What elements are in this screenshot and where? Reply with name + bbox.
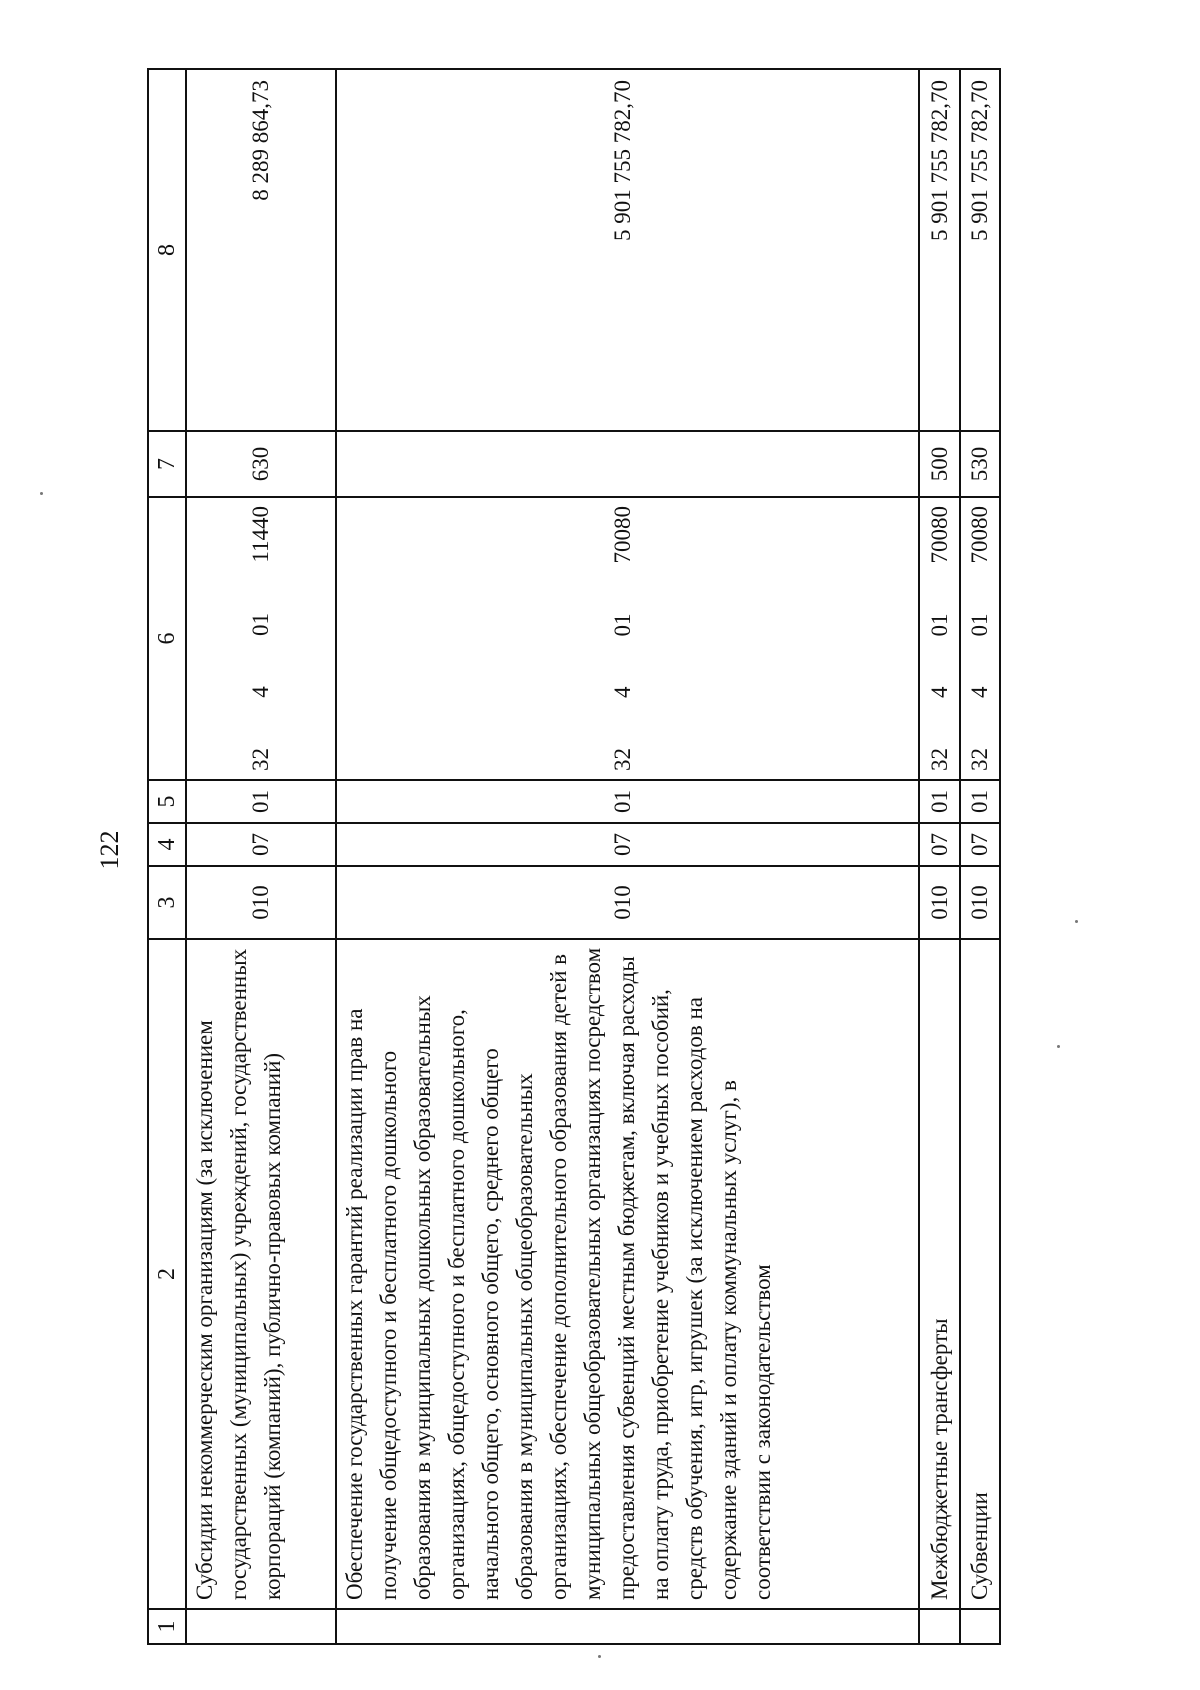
target-direction: 70080 [966,506,992,564]
table-row [960,69,1000,1644]
header-col-8: 8 [148,69,186,431]
target-program: 32 [609,748,635,771]
header-col-7: 7 [148,431,186,497]
amount-value: 5 901 755 782,70 [609,80,635,241]
header-col-6: 6 [148,497,186,780]
target-direction: 70080 [926,506,952,564]
scan-speck [1057,1045,1060,1048]
cell-code-3: 010 [960,866,1000,939]
cell-col1 [919,1609,959,1644]
cell-code-4 [336,823,919,866]
target-direction: 11440 [248,506,274,563]
target-type: 4 [926,686,952,698]
code-5-value: 01 [609,790,635,813]
table-row [336,69,919,1644]
rotated-budget-table [147,70,1001,1645]
target-type: 4 [966,686,992,698]
target-main: 01 [248,612,274,636]
cell-target-article [919,497,959,780]
cell-code-5: 01 [186,780,336,823]
code-3-value: 010 [609,885,635,920]
cell-amount [336,69,919,431]
cell-code-5: 01 [960,780,1000,823]
header-row [148,69,186,1644]
target-main: 01 [966,613,992,637]
table-row [186,69,336,1644]
cell-expense-type: 530 [960,431,1000,497]
cell-code-5 [336,780,919,823]
table-row [919,69,959,1644]
cell-code-3: 010 [919,866,959,939]
cell-target-article [336,497,919,780]
target-type: 4 [609,686,635,698]
page-number: 122 [95,830,124,870]
cell-amount: 5 901 755 782,70 [919,69,959,431]
header-col-2: 2 [148,939,186,1609]
scan-speck [598,1655,601,1658]
scan-speck [40,492,43,495]
cell-col1 [186,1609,336,1644]
cell-name: Субвенции [960,939,1000,1609]
header-col-1: 1 [148,1609,186,1644]
cell-code-5: 01 [919,780,959,823]
target-program: 32 [966,748,992,771]
cell-target-article [186,497,336,780]
cell-expense-type [336,431,919,497]
budget-table [147,68,1001,1645]
target-main: 01 [926,613,952,637]
cell-name: Субсидии некоммерческим организациям (за исключением государственных (муниципальных) учреждений, государственных корпораций (компаний), публично-правовых компаний) [186,939,336,1609]
cell-code-4: 07 [186,823,336,866]
cell-code-4: 07 [919,823,959,866]
target-type: 4 [248,686,274,698]
header-col-4: 4 [148,823,186,866]
cell-expense-type: 500 [919,431,959,497]
target-direction: 70080 [609,506,635,564]
header-col-3: 3 [148,866,186,939]
target-main: 01 [609,613,635,637]
cell-code-3 [336,866,919,939]
cell-code-3: 010 [186,866,336,939]
scan-speck [1075,920,1078,923]
cell-name: Обеспечение государственных гарантий реализации прав на получение общедоступного и бесплатного дошкольного образования в муниципальных дошкольных образовательных организациях, общедоступного и бесплатного дошкольного, начального общего, основного общего, среднего общего образования в муниципальных общеобразовательных организациях, обеспечение дополнительного образования детей в муниципальных общеобразовательных организациях посредством предоставления субвенций местным бюджетам, включая расходы на оплату труда, приобретение учебников и учебных пособий, средств обучения, игр, игрушек (за исключением расходов на содержание зданий и оплату коммунальных услуг), в соответствии с законодательством [336,939,919,1609]
cell-code-4: 07 [960,823,1000,866]
cell-expense-type: 630 [186,431,336,497]
cell-name: Межбюджетные трансферты [919,939,959,1609]
code-4-value: 07 [609,833,635,856]
cell-col1 [960,1609,1000,1644]
cell-col1 [336,1609,919,1644]
cell-target-article [960,497,1000,780]
target-program: 32 [248,748,274,771]
header-col-5: 5 [148,780,186,823]
cell-amount: 8 289 864,73 [186,69,336,431]
target-program: 32 [926,748,952,771]
cell-amount: 5 901 755 782,70 [960,69,1000,431]
